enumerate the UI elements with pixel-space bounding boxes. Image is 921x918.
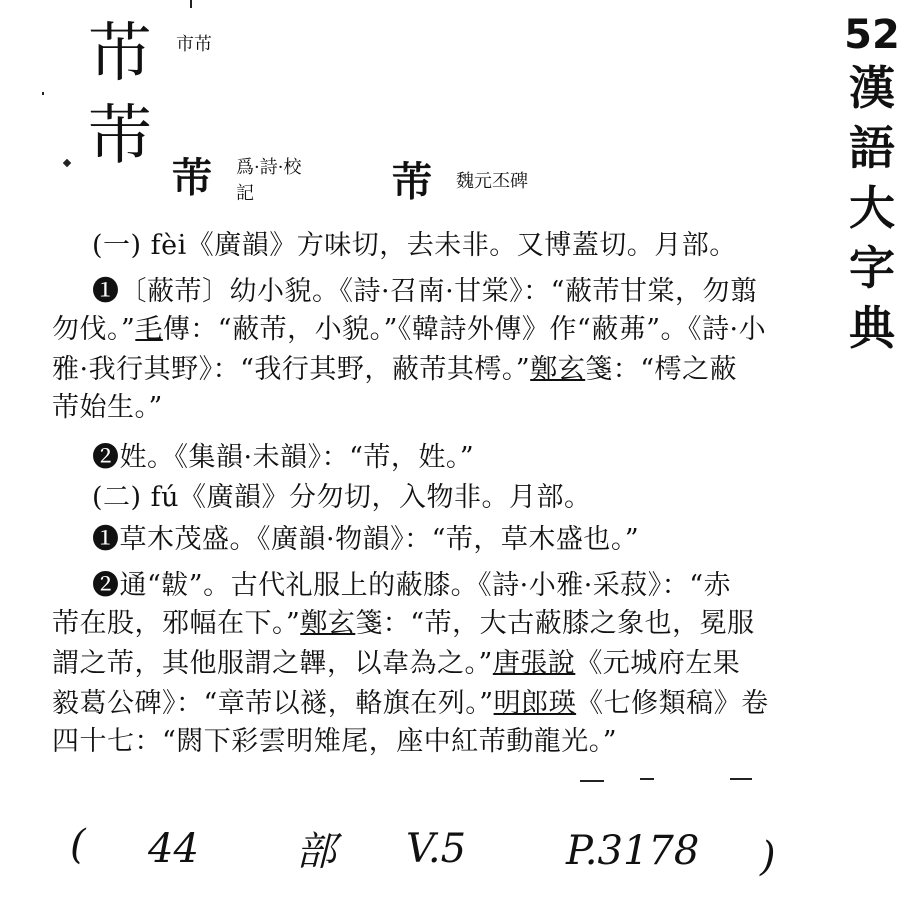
reading-2-header: (二) fú《廣韻》分勿切，入物非。月部。	[92, 482, 592, 513]
person-name: 毛	[135, 314, 163, 345]
seal-form-2: 芾	[392, 159, 432, 205]
scan-speck	[580, 780, 604, 782]
definition-line: ❶草木茂盛。《廣韻·物韻》：“芾，草木盛也。”	[92, 524, 640, 555]
book-title-char: 大	[849, 181, 895, 235]
definition-line: ❷通“韍”。古代礼服上的蔽膝。《詩·小雅·采菽》：“赤	[92, 570, 732, 601]
definition-line: 四十七：“閼下彩雲明雉尾，座中紅芾動龍光。”	[52, 726, 618, 757]
book-title-char: 典	[849, 301, 895, 355]
scan-speck	[63, 159, 71, 167]
seal-form-1-source: 爲·詩·校	[236, 157, 302, 178]
page-number: 52	[844, 12, 900, 58]
seal-form-2-source: 魏元丕碑	[456, 171, 528, 192]
definition-line: ❶〔蔽芾〕幼小貌。《詩·召南·甘棠》：“蔽芾甘棠，勿翦	[92, 276, 758, 307]
person-name: 鄭玄	[530, 354, 586, 385]
definition-line: 芾在股，邪幅在下。”鄭玄箋：“芾，大古蔽膝之象也，冕服	[52, 608, 755, 639]
book-title-char: 字	[849, 241, 895, 295]
scan-speck	[190, 0, 192, 8]
seal-form-1-source-2: 記	[236, 183, 254, 204]
handwritten-volume: V.5	[406, 826, 467, 872]
scan-speck	[640, 778, 654, 780]
scan-speck	[42, 92, 44, 95]
person-name: 鄭玄	[300, 608, 356, 639]
handwritten-close-paren: )	[760, 834, 776, 880]
book-title-column	[837, 12, 907, 358]
seal-form-1: 芾	[172, 155, 212, 201]
book-title-char: 漢	[849, 61, 895, 115]
definition-line: 毅葛公碑》：“章芾以襚，輅旗在列。”明郎瑛《七修類稿》卷	[52, 688, 769, 719]
definition-line: 勿伐。”毛傳：“蔽芾，小貌。”《韓詩外傳》作“蔽茀”。《詩·小	[52, 314, 767, 345]
person-name: 明郎瑛	[493, 688, 577, 719]
headword-variant: 芇	[88, 17, 152, 91]
definition-line: 雅·我行其野》：“我行其野，蔽芾其樗。”鄭玄箋：“樗之蔽	[52, 354, 738, 385]
scan-speck	[730, 778, 752, 780]
book-title	[837, 58, 907, 358]
handwritten-radical-label: 部	[296, 829, 336, 875]
definition-line: 謂之芾，其他服謂之韠，以韋為之。”唐張說《元城府左果	[52, 648, 741, 679]
reading-1-header: (一) fèi《廣韻》方味切，去未非。又博蓋切。月部。	[92, 230, 737, 261]
handwritten-open-paren: (	[70, 822, 86, 868]
headword: 芾	[88, 99, 152, 173]
definition-line: 芾始生。”	[52, 392, 163, 423]
person-name: 唐張說	[492, 648, 576, 679]
headword-variant-note: 市芇	[176, 34, 212, 55]
handwritten-page: P.3178	[566, 828, 700, 874]
definition-line: ❷姓。《集韻·未韻》：“芾，姓。”	[92, 442, 475, 473]
book-title-char: 語	[849, 121, 895, 175]
handwritten-radical-number: 44	[148, 826, 199, 872]
